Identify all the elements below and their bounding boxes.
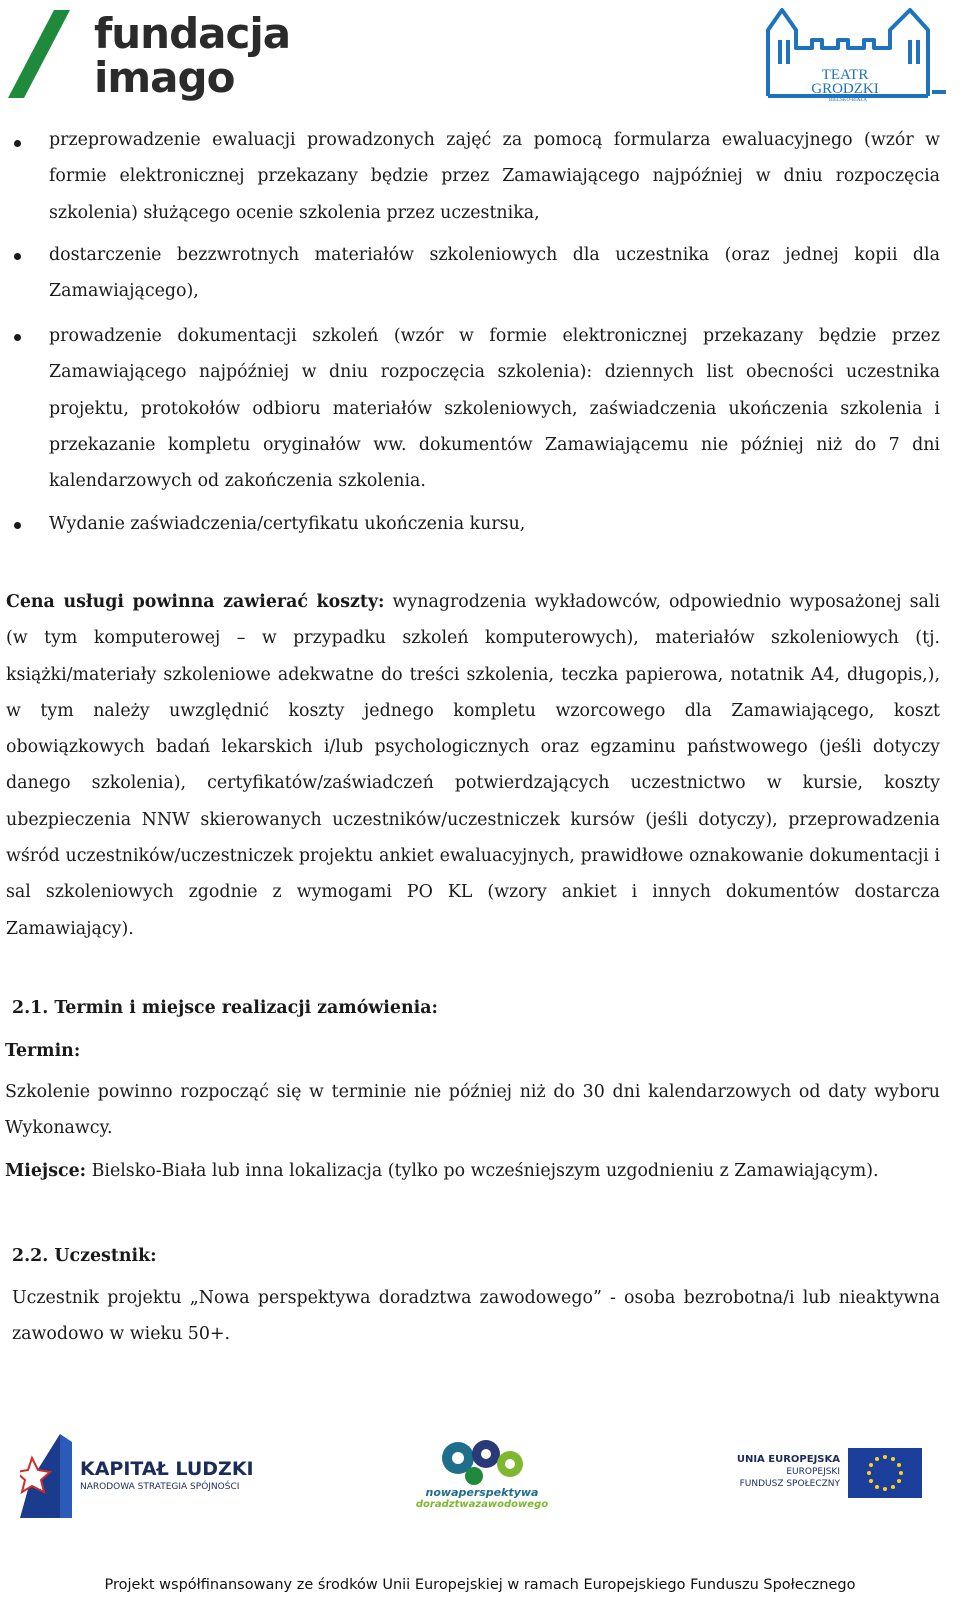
kapital-ludzki-star-icon [20, 1432, 72, 1518]
kapital-ludzki-logo [20, 1432, 260, 1522]
eu-line2: EUROPEJSKI [786, 1467, 840, 1477]
nowa-perspektywa-line1: nowaperspektywa [425, 1486, 539, 1499]
bullet-dot [14, 253, 21, 260]
list-item: dostarczenie bezzwrotnych materiałów szkoleniowych dla uczestnika (oraz jednej kopii dla Zamawiającego), [49, 245, 940, 302]
fundacja-imago-logo [6, 8, 291, 102]
miejsce-label: Miejsce: [5, 1161, 87, 1181]
fundacja-word: fundacja [94, 9, 291, 58]
section-2-2-heading: 2.2. Uczestnik: [12, 1246, 157, 1266]
eu-line3: FUNDUSZ SPOŁECZNY [739, 1479, 840, 1489]
participant-text: Uczestnik projektu „Nowa perspektywa doradztwa zawodowego” - osoba bezrobotna/i lub nieaktywna zawodowo w wieku 50+. [12, 1288, 940, 1345]
miejsce-line [5, 1153, 940, 1189]
price-paragraph [6, 584, 940, 947]
eu-line1: UNIA EUROPEJSKA [736, 1454, 840, 1465]
nowa-perspektywa-line2: doradztwazawodowego [415, 1499, 549, 1510]
list-item: prowadzenie dokumentacji szkoleń (wzór w formie elektronicznej przekazany będzie przez Zamawiającego najpóźniej w dniu rozpoczęcia szkolenia): dziennych list obecności uczestnika projektu, protokołów odbioru materiałów szkoleniowych, zaświadczenia ukończenia szkolenia i przekazanie kompletu oryginałów ww. dokumentów Zamawiającemu nie później niż do 7 dni kalendarzowych od zakończenia szkolenia. [49, 326, 940, 492]
eu-fund-logo [730, 1448, 922, 1500]
termin-text: Szkolenie powinno rozpocząć się w terminie nie później niż do 30 dni kalendarzowych od daty wyboru Wykonawcy. [5, 1082, 940, 1139]
nowa-perspektywa-logo [414, 1436, 550, 1516]
list-item: Wydanie zaświadczenia/certyfikatu ukończenia kursu, [49, 514, 526, 534]
price-label: Cena usługi powinna zawierać koszty: [6, 592, 385, 612]
price-text: wynagrodzenia wykładowców, odpowiednio wyposażonej sali (w tym komputerowej – w przypadku szkoleń komputerowych), materiałów szkoleniowych (tj. książki/materiały szkoleniowe adekwatne do treści szkolenia, teczka papierowa, notatnik A4, długopis,), w tym należy uwzględnić koszty jednego kompletu wzorcowego dla Zamawiającego, koszt obowiązkowych badań lekarskich i/lub psychologicznych oraz egzaminu państwowego (jeśli dotyczy danego szkolenia), certyfikatów/zaświadczeń potwierdzających uczestnictwo w kursie, koszty ubezpieczenia NNW skierowanych uczestników/uczestniczek kursów (jeśli dotyczy), przeprowadzenia wśród uczestników/uczestniczek projektu ankiet ewaluacyjnych, prawidłowe oznakowanie dokumentacji i sal szkoleniowych zgodnie z wymogami PO KL (wzory ankiet i innych dokumentów dostarcza Zamawiający). [6, 592, 940, 939]
fundacja-logo-text [94, 9, 291, 102]
kapital-ludzki-title: KAPITAŁ LUDZKI [80, 1458, 254, 1480]
bielsko-biala-small: BIELSKO-BIAŁA [828, 98, 868, 103]
list-item: przeprowadzenie ewaluacji prowadzonych zajęć za pomocą formularza ewaluacyjnego (wzór w formie elektronicznej przekazany będzie przez Zamawiającego najpóźniej w dniu rozpoczęcia szkolenia) służącego ocenie szkolenia przez uczestnika, [49, 130, 940, 223]
cofinancing-note: Projekt współfinansowany ze środków Unii Europejskiej w ramach Europejskiego Funduszu Społecznego [104, 1577, 856, 1593]
gears-icon [414, 1436, 550, 1488]
grodzki-word: GRODZKI [811, 81, 879, 97]
kapital-ludzki-subtitle: NARODOWA STRATEGIA SPÓJNOŚCI [80, 1482, 240, 1492]
imago-word: imago [94, 53, 235, 102]
teatr-word: TEATR [821, 67, 869, 83]
bullet-dot [14, 140, 21, 147]
bullet-dot [14, 522, 21, 529]
fundacja-slash-icon [6, 8, 96, 100]
eu-flag-icon [848, 1448, 922, 1498]
section-2-1-heading: 2.1. Termin i miejsce realizacji zamówienia: [12, 998, 438, 1018]
termin-label: Termin: [5, 1041, 81, 1061]
miejsce-text: Bielsko-Biała lub inna lokalizacja (tylko po wcześniejszym uzgodnieniu z Zamawiającym). [86, 1161, 879, 1181]
bullet-dot [14, 334, 21, 341]
teatr-grodzki-logo [760, 4, 950, 114]
